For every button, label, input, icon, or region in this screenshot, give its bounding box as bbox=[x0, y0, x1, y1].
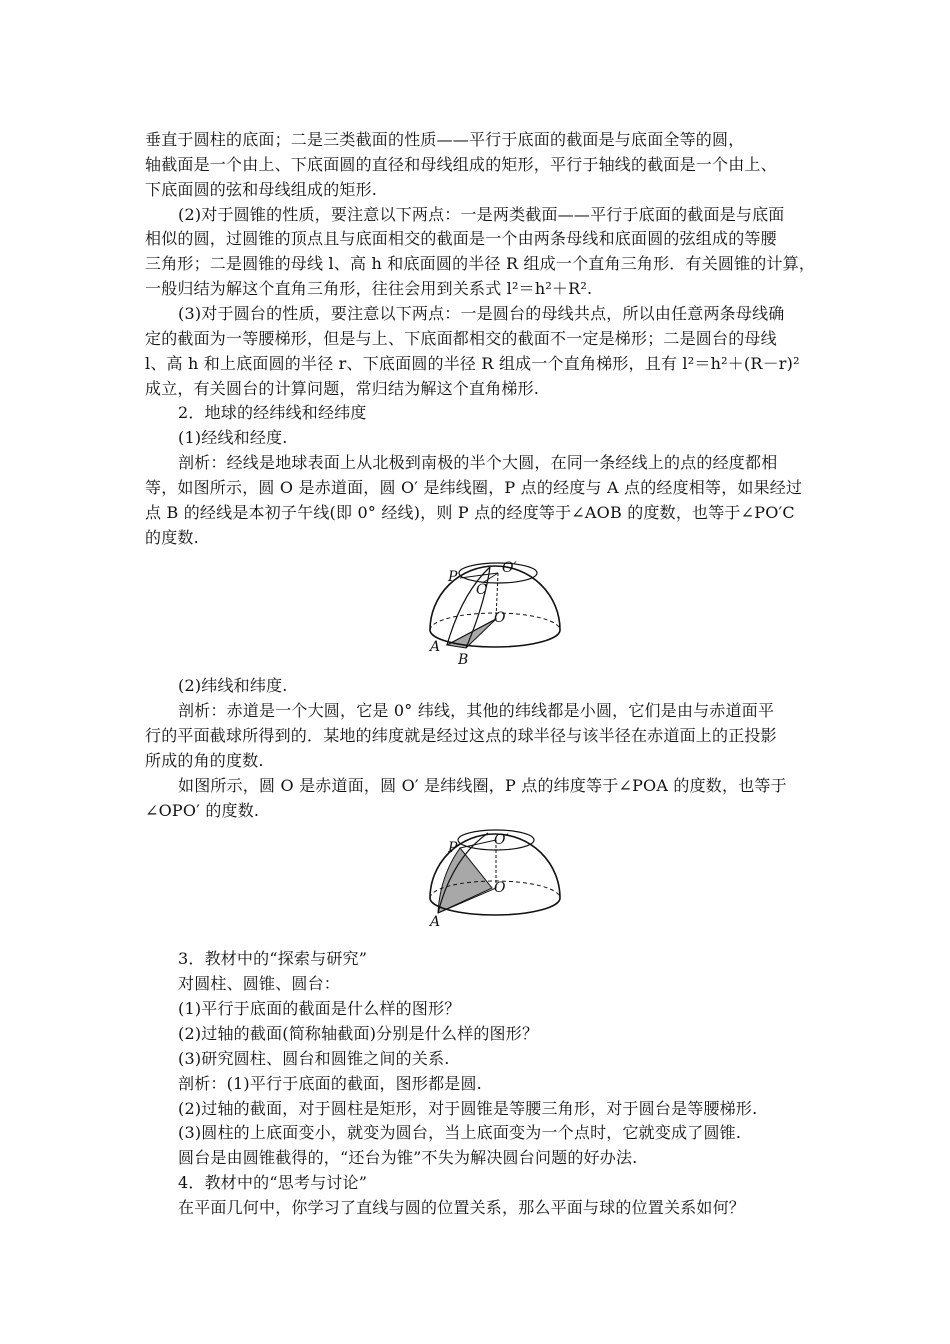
subsection-heading: (2)纬线和纬度. bbox=[178, 676, 288, 695]
text-line: 等，如图所示，圆 O 是赤道面，圆 O′ 是纬线圈，P 点的经度与 A 点的经度相等，如果经过 bbox=[145, 478, 803, 497]
text-line: 点 B 的经线是本初子午线(即 0° 经线)，则 P 点的经度等于∠AOB 的度数，也等于∠PO′C bbox=[145, 503, 795, 522]
text-line: 相似的圆，过圆锥的顶点且与底面相交的截面是一个由两条母线和底面圆的弦组成的等腰 bbox=[145, 229, 777, 248]
text-line: 垂直于圆柱的底面；二是三类截面的性质——平行于底面的截面是与底面全等的圆， bbox=[145, 130, 745, 149]
text-line: 对圆柱、圆锥、圆台： bbox=[178, 974, 341, 993]
section-heading: 4．教材中的“思考与讨论” bbox=[178, 1173, 368, 1192]
text-line: 圆台是由圆锥截得的，“还台为锥”不失为解决圆台问题的好办法. bbox=[178, 1148, 638, 1167]
text-line: 定的截面为一等腰梯形，但是与上、下底面都相交的截面不一定是梯形；二是圆台的母线 bbox=[145, 329, 777, 348]
text-line: 剖析：经线是地球表面上从北极到南极的半个大圆，在同一条经线上的点的经度都相 bbox=[178, 453, 778, 472]
text-line: 三角形；二是圆锥的母线 l、高 h 和底面圆的半径 R 组成一个直角三角形．有关圆锥的计算， bbox=[145, 254, 816, 273]
text-line: 一般归结为解这个直角三角形，往往会用到关系式 l²＝h²＋R². bbox=[145, 279, 593, 298]
figure-label: P bbox=[448, 840, 458, 856]
subsection-heading: (1)经线和经度. bbox=[178, 428, 288, 447]
text-line: l、高 h 和上底面圆的半径 r、下底面圆的半径 R 组成一个直角梯形，且有 l²＝h²＋(R－r)² bbox=[145, 354, 800, 373]
text-line: (3)研究圆柱、圆台和圆锥之间的关系. bbox=[178, 1049, 450, 1068]
text-line: (1)平行于底面的截面是什么样的图形？ bbox=[178, 999, 461, 1018]
text-line: 如图所示，圆 O 是赤道面，圆 O′ 是纬线圈，P 点的纬度等于∠POA 的度数，也等于 bbox=[178, 776, 787, 795]
figure-label: A bbox=[430, 914, 441, 930]
text-line: 的度数. bbox=[145, 528, 199, 547]
text-line: (2)过轴的截面，对于圆柱是矩形，对于圆锥是等腰三角形，对于圆台是等腰梯形. bbox=[178, 1099, 758, 1118]
hemisphere-latitude-figure bbox=[410, 818, 580, 932]
figure-label: A bbox=[430, 639, 441, 655]
hemisphere-longitude-figure bbox=[410, 548, 580, 666]
figure-label: P bbox=[448, 569, 458, 585]
text-line: 成立，有关圆台的计算问题，常归结为解这个直角梯形. bbox=[145, 379, 540, 398]
figure-label: O bbox=[494, 880, 506, 896]
text-line: 剖析：(1)平行于底面的截面，图形都是圆. bbox=[178, 1074, 482, 1093]
text-line: 剖析：赤道是一个大圆，它是 0° 纬线，其他的纬线都是小圆，它们是由与赤道面平 bbox=[178, 701, 775, 720]
text-line: (2)对于圆锥的性质，要注意以下两点：一是两类截面——平行于底面的截面是与底面 bbox=[178, 205, 785, 224]
figure-label: O′ bbox=[502, 560, 517, 576]
text-line: (3)对于圆台的性质，要注意以下两点：一是圆台的母线共点，所以由任意两条母线确 bbox=[178, 304, 785, 323]
text-line: 轴截面是一个由上、下底面圆的直径和母线组成的矩形，平行于轴线的截面是一个由上、 bbox=[145, 155, 777, 174]
text-line: ∠OPO′ 的度数. bbox=[145, 801, 260, 820]
figure-label: O′ bbox=[494, 832, 509, 848]
section-heading: 2．地球的经纬线和经纬度 bbox=[178, 403, 367, 422]
text-line: 下底面圆的弦和母线组成的矩形. bbox=[145, 180, 378, 199]
text-line: (2)过轴的截面(简称轴截面)分别是什么样的图形？ bbox=[178, 1024, 539, 1043]
text-line: (3)圆柱的上底面变小，就变为圆台，当上底面变为一个点时，它就变成了圆锥. bbox=[178, 1123, 742, 1142]
figure-label: O bbox=[494, 610, 506, 626]
text-line: 所成的角的度数. bbox=[145, 751, 264, 770]
text-line: 行的平面截球所得到的．某地的纬度就是经过这点的球半径与该半径在赤道面上的正投影 bbox=[145, 726, 777, 745]
section-heading: 3．教材中的“探索与研究” bbox=[178, 949, 368, 968]
figure-label: C bbox=[476, 582, 487, 598]
figure-label: B bbox=[458, 652, 469, 666]
text-line: 在平面几何中，你学习了直线与圆的位置关系，那么平面与球的位置关系如何？ bbox=[178, 1198, 746, 1217]
